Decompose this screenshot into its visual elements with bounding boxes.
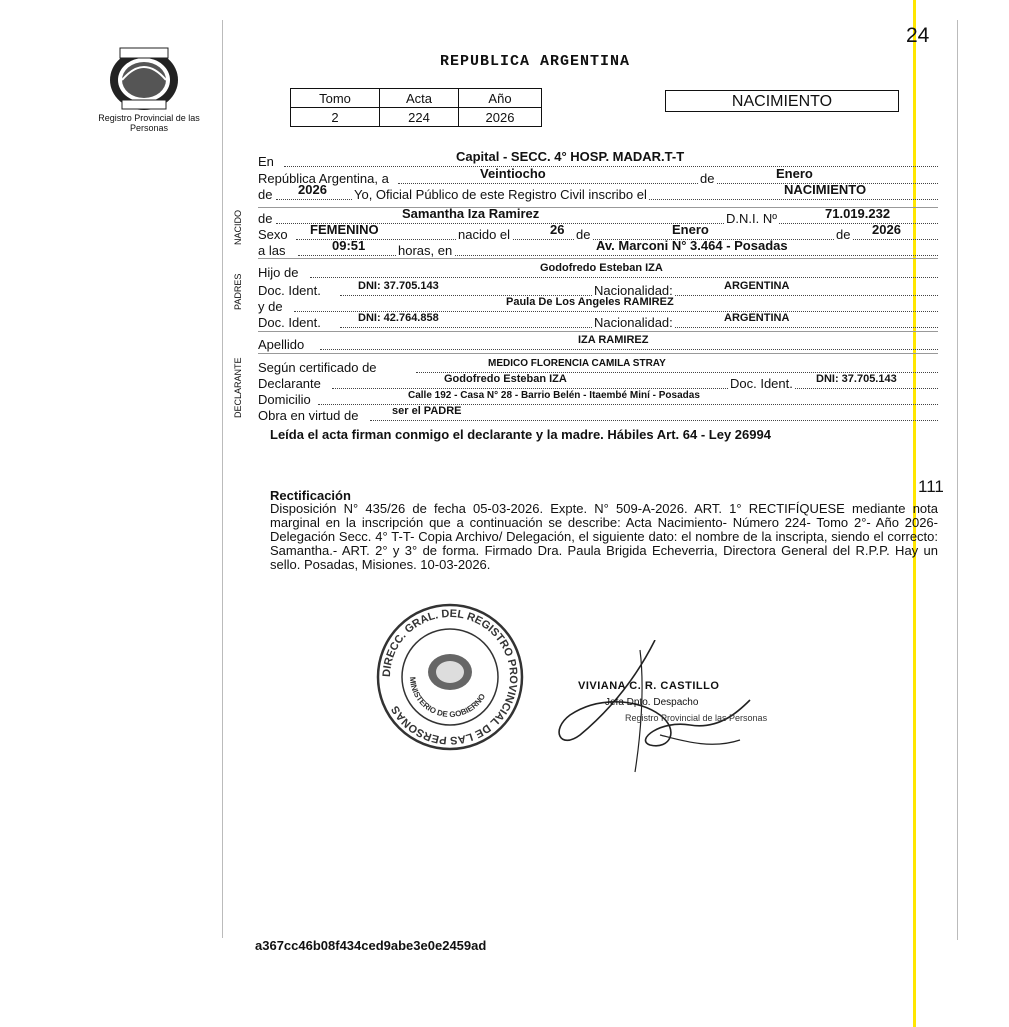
annotation-number: 111: [918, 477, 944, 496]
value-dni: 71.019.232: [825, 206, 891, 221]
left-margin-line: [222, 20, 223, 938]
value-declarante: Godofredo Esteban IZA: [444, 373, 567, 385]
value-tipo: NACIMIENTO: [784, 182, 867, 197]
value-anio: 2026: [298, 182, 327, 197]
stamp-inner-text: MINISTERIO DE GOBIERNO: [407, 676, 488, 720]
label-a-las: a las: [258, 243, 286, 258]
value-padre: Godofredo Esteban IZA: [540, 262, 663, 274]
closing-note: Leída el acta firman conmigo el declarante y la madre. Hábiles Art. 64 - Ley 26994: [270, 427, 771, 442]
label-dni: D.N.I. Nº: [726, 211, 777, 226]
label-de: de: [258, 187, 273, 202]
value-apellido: IZA RAMIREZ: [578, 334, 649, 346]
side-label-declarante: DECLARANTE: [233, 357, 243, 418]
row-de-inscripcion: [258, 182, 938, 202]
label-sexo: Sexo: [258, 227, 288, 242]
separator-apellido: [258, 331, 938, 332]
label-declarante: Declarante: [258, 376, 321, 391]
value-lugar: Av. Marconi N° 3.464 - Posadas: [596, 238, 788, 253]
tomo-header: Tomo: [291, 89, 380, 108]
label-obra: Obra en virtud de: [258, 408, 359, 423]
value-dia-nac: 26: [550, 222, 565, 237]
value-nac-padre: ARGENTINA: [724, 280, 790, 292]
separator-declarante: [258, 353, 938, 354]
label-certificado: Según certificado de: [258, 360, 377, 375]
official-stamp: [375, 600, 525, 755]
acta-value: 224: [380, 108, 459, 127]
tomo-acta-table: [290, 88, 542, 127]
label-nac-padre: Nacionalidad:: [594, 283, 673, 298]
label-en: En: [258, 154, 274, 169]
label-hijo-de: Hijo de: [258, 265, 299, 280]
label-apellido: Apellido: [258, 337, 305, 352]
row-apellido: [258, 334, 938, 352]
tomo-value: 2: [291, 108, 380, 127]
label-nacido-de: de: [258, 211, 273, 226]
label-domicilio: Domicilio: [258, 392, 311, 407]
label-nac-madre: Nacionalidad:: [594, 315, 673, 330]
value-mes: Enero: [776, 166, 813, 181]
acta-header: Acta: [380, 89, 459, 108]
value-obra: ser el PADRE: [392, 405, 462, 417]
right-margin-line: [957, 20, 958, 940]
logo-caption: Registro Provincial de las Personas: [98, 113, 200, 133]
value-madre: Paula De Los Angeles RAMIREZ: [506, 296, 674, 308]
stamp-outer-text: DIRECC. GRAL. DEL REGISTRO PROVINCIAL DE LAS PERSONAS: [380, 607, 520, 747]
signature-role: Jefa Dpto. Despacho: [605, 697, 699, 708]
label-y-de: y de: [258, 299, 283, 314]
side-label-padres: PADRES: [233, 273, 243, 310]
act-type-box: NACIMIENTO: [665, 90, 899, 112]
value-hora: 09:51: [332, 238, 366, 253]
value-doc-madre: DNI: 42.764.858: [358, 312, 439, 324]
document-hash: a367cc46b08f434ced9abe3e0e2459ad: [255, 938, 487, 953]
value-domicilio: Calle 192 - Casa N° 28 - Barrio Belén - Itaembé Miní - Posadas: [408, 390, 700, 401]
label-doc-padre: Doc. Ident.: [258, 283, 321, 298]
row-hora: [258, 238, 938, 258]
side-label-nacido: NACIDO: [233, 209, 243, 245]
label-horas-en: horas, en: [398, 243, 453, 258]
row-doc-madre: [258, 312, 938, 330]
provincial-seal-logo: [106, 44, 182, 112]
value-sexo: FEMENINO: [310, 222, 379, 237]
label-republica: República Argentina, a: [258, 171, 389, 186]
signature-role-2: Registro Provincial de las Personas: [625, 713, 768, 723]
value-nombre: Samantha Iza Ramirez: [402, 206, 540, 221]
value-dia: Veintiocho: [480, 166, 546, 181]
label-doc-madre: Doc. Ident.: [258, 315, 321, 330]
value-mes-nac: Enero: [672, 222, 709, 237]
label-de-mes: de: [700, 171, 715, 186]
document-title: REPUBLICA ARGENTINA: [440, 53, 631, 70]
anio-header: Año: [459, 89, 542, 108]
row-en: [258, 149, 938, 169]
rectificacion-title: Rectificación: [270, 488, 351, 503]
label-de-mes-nac: de: [576, 227, 591, 242]
value-doc-declarante: DNI: 37.705.143: [816, 373, 897, 385]
value-certificado: MEDICO FLORENCIA CAMILA STRAY: [488, 358, 666, 369]
label-nacido-el: nacido el: [458, 227, 511, 242]
value-anio-nac: 2026: [872, 222, 901, 237]
signature-name: VIVIANA C. R. CASTILLO: [578, 680, 720, 692]
row-obra: [258, 405, 938, 423]
row-domicilio: [258, 392, 938, 407]
label-de-anio-nac: de: [836, 227, 851, 242]
text-oficial: Yo, Oficial Público de este Registro Civil inscribo el: [354, 187, 647, 202]
row-hijo-de: [258, 262, 938, 280]
rectificacion-body: Disposición N° 435/26 de fecha 05-03-2026. Expte. N° 509-A-2026. ART. 1° RECTIFÍQUESE mediante nota marginal en la inscripción que a continuación se describe: Acta Nacimiento- Número 224- Tomo 2°- Año 2026- Delegación Secc. 4° T-T- Copia Archivo/ Delegación, el siguiente dato: el nombre de la inscripta, siendo el correcto: Samantha.- ART. 2° y 3° de forma. Firmado Dra. Paula Brigida Echeverria, Directora General del R.P.P. Hay un sello. Posadas, Misiones. 10-03-2026.: [270, 501, 938, 572]
separator-padres: [258, 258, 938, 259]
value-en: Capital - SECC. 4° HOSP. MADAR.T-T: [456, 149, 685, 164]
page-number: 24: [906, 24, 930, 47]
label-doc-declarante: Doc. Ident.: [730, 376, 793, 391]
value-nac-madre: ARGENTINA: [724, 312, 790, 324]
value-doc-padre: DNI: 37.705.143: [358, 280, 439, 292]
anio-value: 2026: [459, 108, 542, 127]
